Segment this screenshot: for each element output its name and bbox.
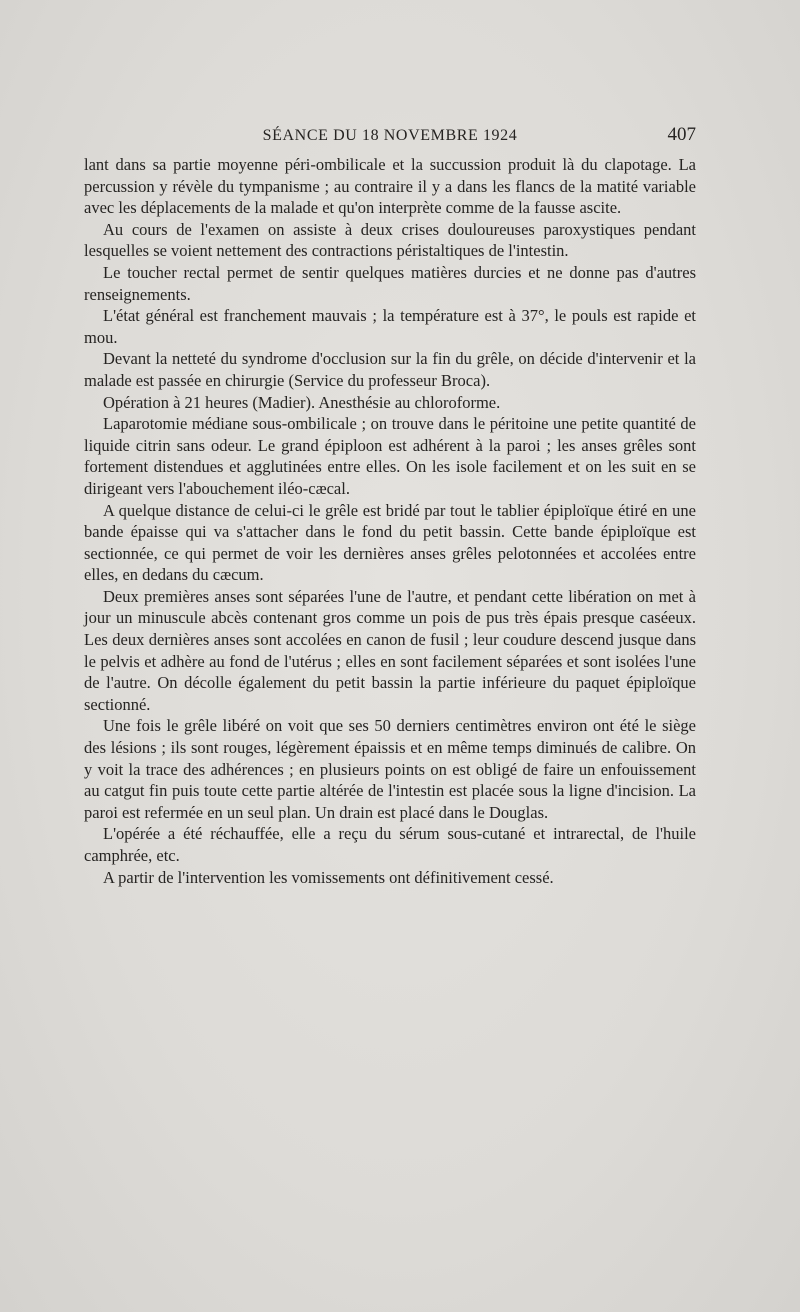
paragraph: Le toucher rectal permet de sentir quelques matières durcies et ne donne pas d'autres renseignements. bbox=[84, 262, 696, 304]
paragraph: Au cours de l'examen on assiste à deux crises douloureuses paroxystiques pendant lesquelles se voient nettement des contractions péristaltiques de l'intestin. bbox=[84, 219, 696, 261]
paragraph: Deux premières anses sont séparées l'une de l'autre, et pendant cette libération on met à jour un minuscule abcès contenant gros comme un pois de pus très épais presque caséeux. Les deux dernières anses sont accolées en canon de fusil ; leur coudure descend jusque dans le pelvis et adhère au fond de l'utérus ; elles en sont facilement séparées et sont isolées l'une de l'autre. On décolle également du petit bassin la partie inférieure du paquet épiploïque sectionné. bbox=[84, 586, 696, 714]
paragraph-continuation: lant dans sa partie moyenne péri-ombilicale et la succussion produit là du clapotage. La percussion y révèle du tympanisme ; au contraire il y a dans les flancs de la matité variable avec les déplacements de la malade et qu'on interprète comme de la fausse ascite. bbox=[84, 155, 696, 218]
running-title: SÉANCE DU 18 NOVEMBRE 1924 bbox=[262, 127, 518, 144]
paragraph: Devant la netteté du syndrome d'occlusion sur la fin du grêle, on décide d'intervenir et la malade est passée en chirurgie (Service du professeur Broca). bbox=[84, 349, 696, 390]
paragraph: Laparotomie médiane sous-ombilicale ; on trouve dans le péritoine une petite quantité de liquide citrin sans odeur. Le grand épiploon est adhérent à la paroi ; les anses grêles sont fortement distendues et agglutinées entre elles. On les isole facilement et on les suit en se dirigeant vers l'abouchement iléo-cæcal. bbox=[84, 414, 696, 498]
running-head bbox=[84, 123, 696, 149]
paragraph: A quelque distance de celui-ci le grêle est bridé par tout le tablier épiploïque étiré en une bande épaisse qui va s'attacher dans le fond du petit bassin. Cette bande épiploïque est sectionnée, ce qui permet de voir les dernières anses grêles pelotonnées et accolées entre elles, en dedans du cæcum. bbox=[84, 500, 696, 585]
paragraph: Une fois le grêle libéré on voit que ses 50 derniers centimètres environ ont été le siège des lésions ; ils sont rouges, légèrement épaissis et en même temps diminués de calibre. On y voit la trace des adhérences ; en plusieurs points on est obligé de faire un enfouissement au catgut fin puis toute cette partie altérée de l'intestin est placée sous la ligne d'incision. La paroi est refermée en un seul plan. Un drain est placé dans le Douglas. bbox=[84, 716, 696, 822]
paragraph: Opération à 21 heures (Madier). Anesthésie au chloroforme. bbox=[103, 392, 501, 412]
paragraph: L'opérée a été réchauffée, elle a reçu du sérum sous-cutané et intrarectal, de l'huile camphrée, etc. bbox=[84, 824, 696, 865]
body-text bbox=[84, 154, 696, 888]
paragraph: A partir de l'intervention les vomissements ont définitivement cessé. bbox=[103, 867, 554, 887]
paragraph: L'état général est franchement mauvais ; la température est à 37°, le pouls est rapide et mou. bbox=[84, 306, 696, 347]
page-number: 407 bbox=[667, 124, 696, 145]
